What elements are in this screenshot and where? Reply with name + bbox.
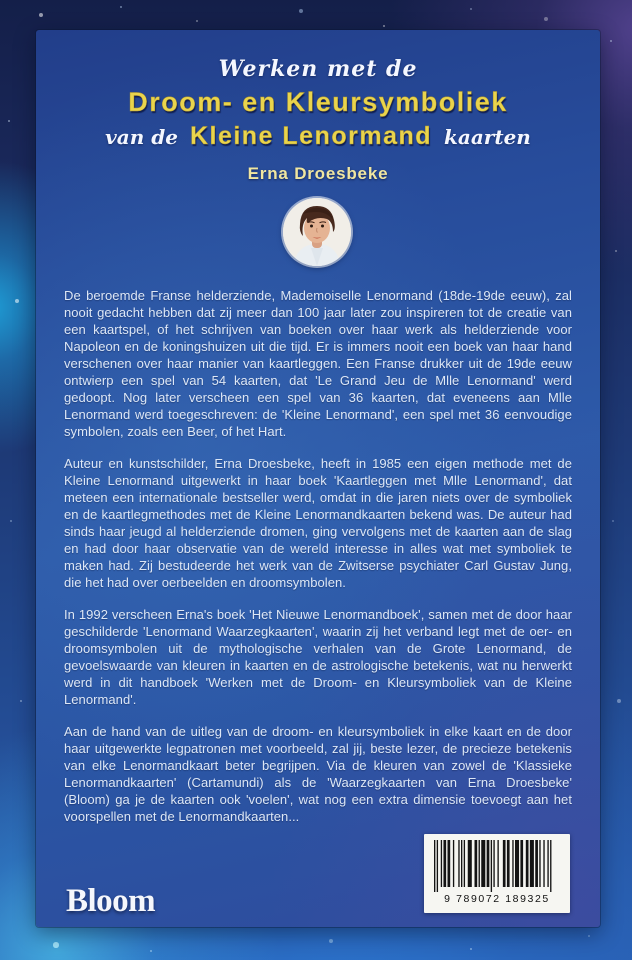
body-paragraph-4: Aan de hand van de uitleg van de droom- en kleursymboliek in elke kaart en de door haar uitgewerkte legpatronen met voorbeeld, zal jij, beste lezer, de precieze betekenis van elke Lenormandkaart beter begrijpen. Via de kleuren van zowel de 'Klassieke Lenormandkaarten' (Cartamundi) als de 'Waarzegkaarten van Erna Droesbeke' (Bloom) ga je de kaarten ook 'voelen', wat nog een extra dimensie toevoegt aan het voorspellen met de Lenormandkaarten... [64, 724, 572, 824]
title-block [36, 56, 600, 184]
body-paragraph-3: In 1992 verscheen Erna's boek 'Het Nieuwe Lenormandboek', samen met de door haar geschilderde 'Lenormand Waarzegkaarten', waarin zij het verband legt met de oer- en droomsymbolen uit de mythologische verhalen van de Grote Lenormand, de gevoelswaarde van kleuren in kaarten en de astrologische betekenis, wat nu herwerkt werd in dit handboek 'Werken met de Droom- en Kleursymboliek van de Kleine Lenormand'. [64, 607, 572, 707]
portrait-illustration [283, 198, 351, 266]
book-back-cover [36, 30, 600, 927]
title-sub-yellow: Kleine Lenormand [189, 122, 433, 150]
barcode-bars [432, 840, 562, 892]
barcode-number: 9 789072 189325 [444, 893, 550, 905]
title-main-line: Droom- en Kleursymboliek [128, 87, 508, 117]
body-text [64, 287, 572, 840]
title-script-kaarten: kaarten [444, 125, 531, 149]
title-script-line: Werken met de [218, 56, 418, 82]
body-paragraph-1: De beroemde Franse helderziende, Mademoiselle Lenormand (18de-19de eeuw), zal nooit gedacht hebben dat zij meer dan 100 jaar later zou inspireren tot de creatie van een kaartspel, of het schrijven van boeken over haar werk als helderziende voor Napoleon en de koningshuizen uit die tijd. Er is immers nooit een boek van haar hand verschenen over haar manier van kaartleggen. Een Franse drukker uit de 19de eeuw ontwierp een spel van 54 kaarten, dat 'Le Grand Jeu de Mlle Lenormand' werd gedoopt. Nog later verscheen een spel van 36 kaarten, dat eveneens aan Mlle Lenormand werd toegeschreven: de 'Kleine Lenormand', een spel met 36 eenvoudige symbolen, zoals een Beer, of het Hart. [64, 288, 572, 439]
title-sub-line [36, 122, 600, 151]
author-portrait-photo [283, 198, 351, 266]
title-script-van: van de [105, 125, 178, 149]
isbn-barcode [424, 834, 570, 913]
publisher-logo-bloom: Bloom [66, 883, 156, 919]
author-name: Erna Droesbeke [247, 164, 389, 183]
starfield-background [0, 0, 2, 2]
body-paragraph-2: Auteur en kunstschilder, Erna Droesbeke, heeft in 1985 een eigen methode met de Kleine Lenormand uitgewerkt in haar boek 'Kaartleggen met Mlle Lenormand', dat meteen een internationale bestseller werd, omdat in die jaren niets over de symboliek en de kaartlegmethodes met de Kleine Lenormandkaarten bekend was. De auteur had sinds haar jeugd al helderziende dromen, ging vervolgens met de kaarten aan de slag en had door haar observatie van de wereld interesse in alles wat met symboliek te maken had. Zij bestudeerde het werk van de Zwitserse psychiater Carl Gustav Jung, die het had over oerbeelden en droomsymbolen. [64, 456, 572, 590]
